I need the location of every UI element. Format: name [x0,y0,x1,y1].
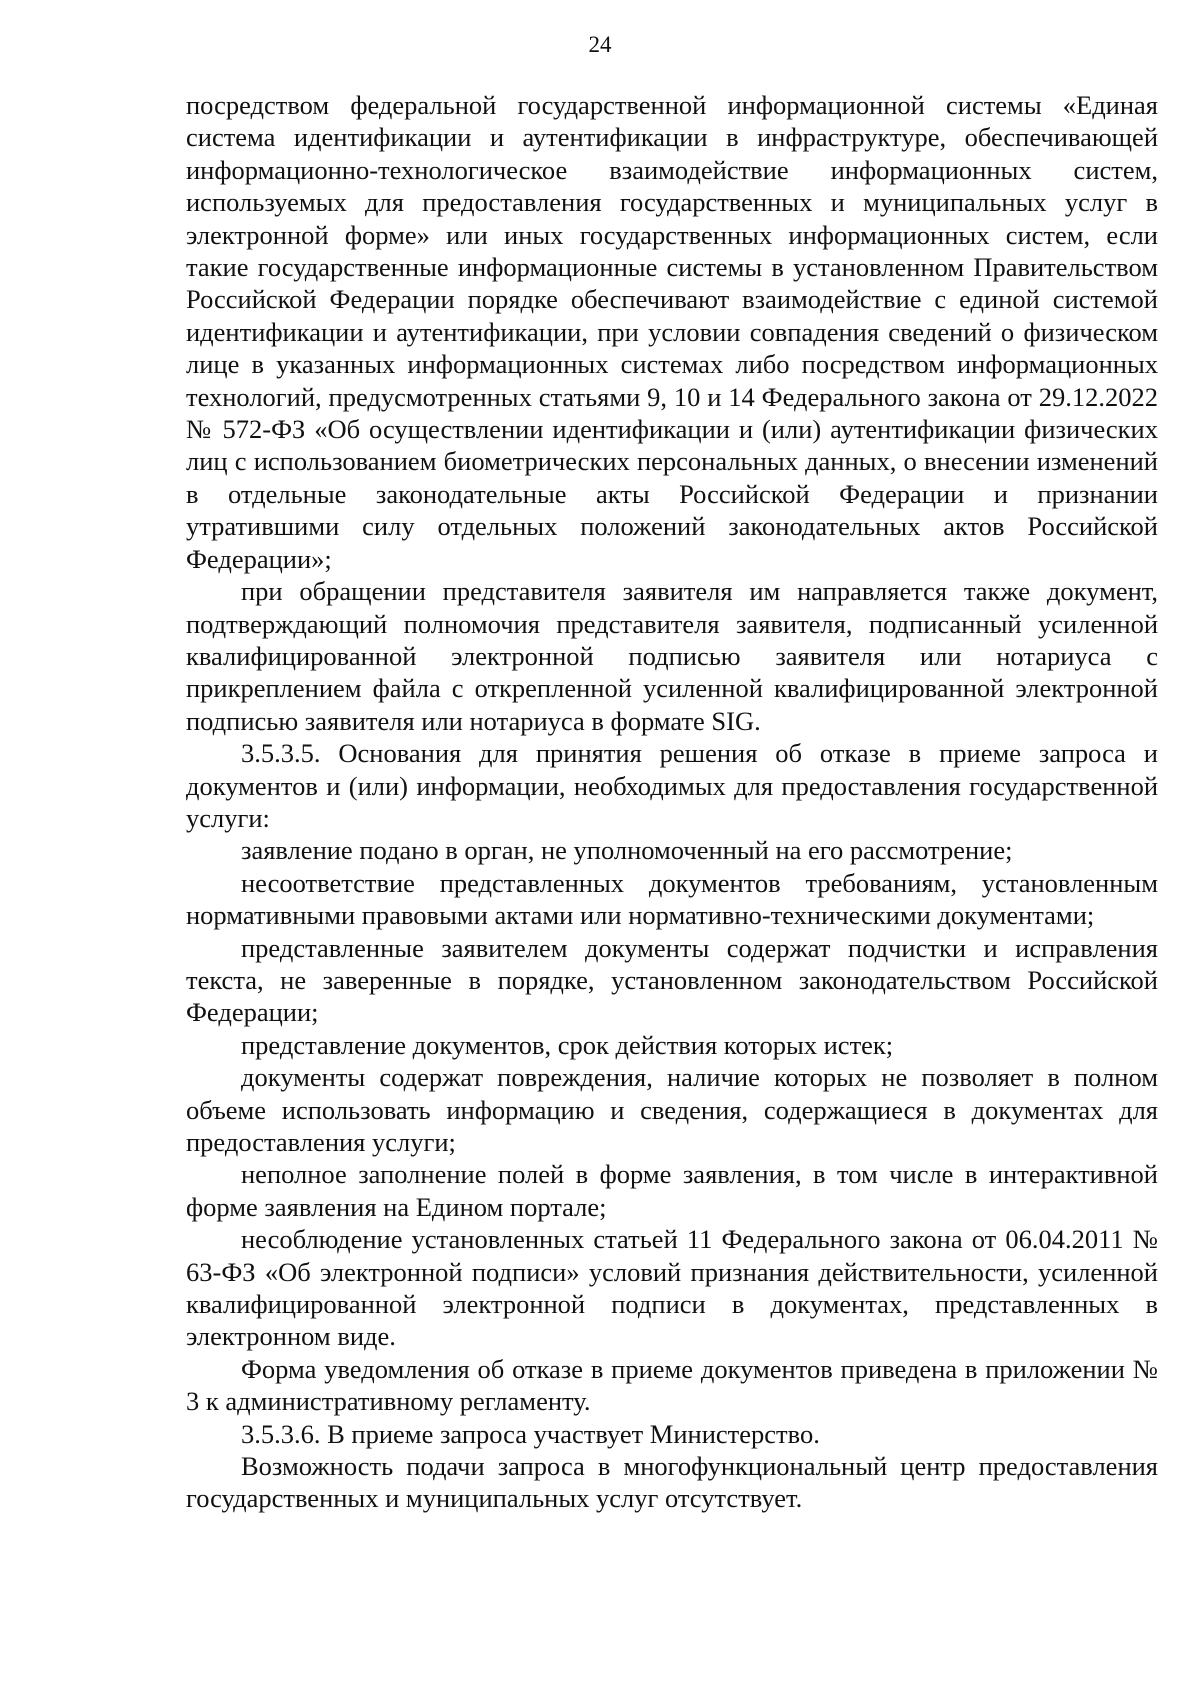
list-item: несоблюдение установленных статьей 11 Федерального закона от 06.04.2011 № 63-ФЗ «Об электронной подписи» условий признания действительности, усиленной квалифицированной электронной подписи в документах, представленных в электронном виде. [186,1224,1158,1352]
paragraph-mfc-note: Возможность подачи запроса в многофункциональный центр предоставления государственных и муниципальных услуг отсутствует. [186,1451,1158,1514]
list-item: представление документов, срок действия которых истек; [241,1029,894,1060]
list-item: документы содержат повреждения, наличие которых не позволяет в полном объеме использовать информацию и сведения, содержащиеся в документах для предоставления услуги; [186,1062,1158,1157]
list-item: заявление подано в орган, не уполномоченный на его рассмотрение; [241,835,1013,866]
paragraph-representative: при обращении представителя заявителя им направляется также документ, подтверждающий полномочия представителя заявителя, подписанный усиленной квалифицированной электронной подписью заявителя или нотариуса с прикреплением файла с открепленной усиленной квалифицированной электронной подписью заявителя или нотариуса в формате SIG. [186,576,1158,736]
list-item: неполное заполнение полей в форме заявления, в том числе в интерактивной форме заявления на Едином портале; [186,1159,1158,1222]
page-number: 24 [588,32,612,57]
paragraph-continuation: посредством федеральной государственной информационной системы «Единая система идентификации и аутентификации в инфраструктуре, обеспечивающей информационно-технологическое взаимодействие информационных систем, используемых для предоставления государственных и муниципальных услуг в электронной форме» или иных государственных информационных систем, если такие государственные информационные системы в установленном Правительством Российской Федерации порядке обеспечивают взаимодействие с единой системой идентификации и аутентификации, при условии совпадения сведений о физическом лице в указанных информационных системах либо посредством информационных технологий, предусмотренных статьями 9, 10 и 14 Федерального закона от 29.12.2022 № 572-ФЗ «Об осуществлении идентификации и (или) аутентификации физических лиц с использованием биометрических персональных данных, о внесении изменений в отдельные законодательные акты Российской Федерации и признании утратившими силу отдельных положений законодательных актов Российской Федерации»; [186,90,1158,574]
document-body [186,89,1158,1515]
paragraph-section-3-5-3-5: 3.5.3.5. Основания для принятия решения об отказе в приеме запроса и документов и (или) информации, необходимых для предоставления государственной услуги: [186,738,1158,833]
list-item: представленные заявителем документы содержат подчистки и исправления текста, не заверенные в порядке, установленном законодательством Российской Федерации; [186,932,1158,1028]
paragraph-refusal-form: Форма уведомления об отказе в приеме документов приведена в приложении № 3 к административному регламенту. [186,1353,1158,1417]
list-item: несоответствие представленных документов требованиям, установленным нормативными правовыми актами или нормативно-техническими документами; [186,867,1158,931]
paragraph-section-3-5-3-6: 3.5.3.6. В приеме запроса участвует Министерство. [241,1418,820,1449]
